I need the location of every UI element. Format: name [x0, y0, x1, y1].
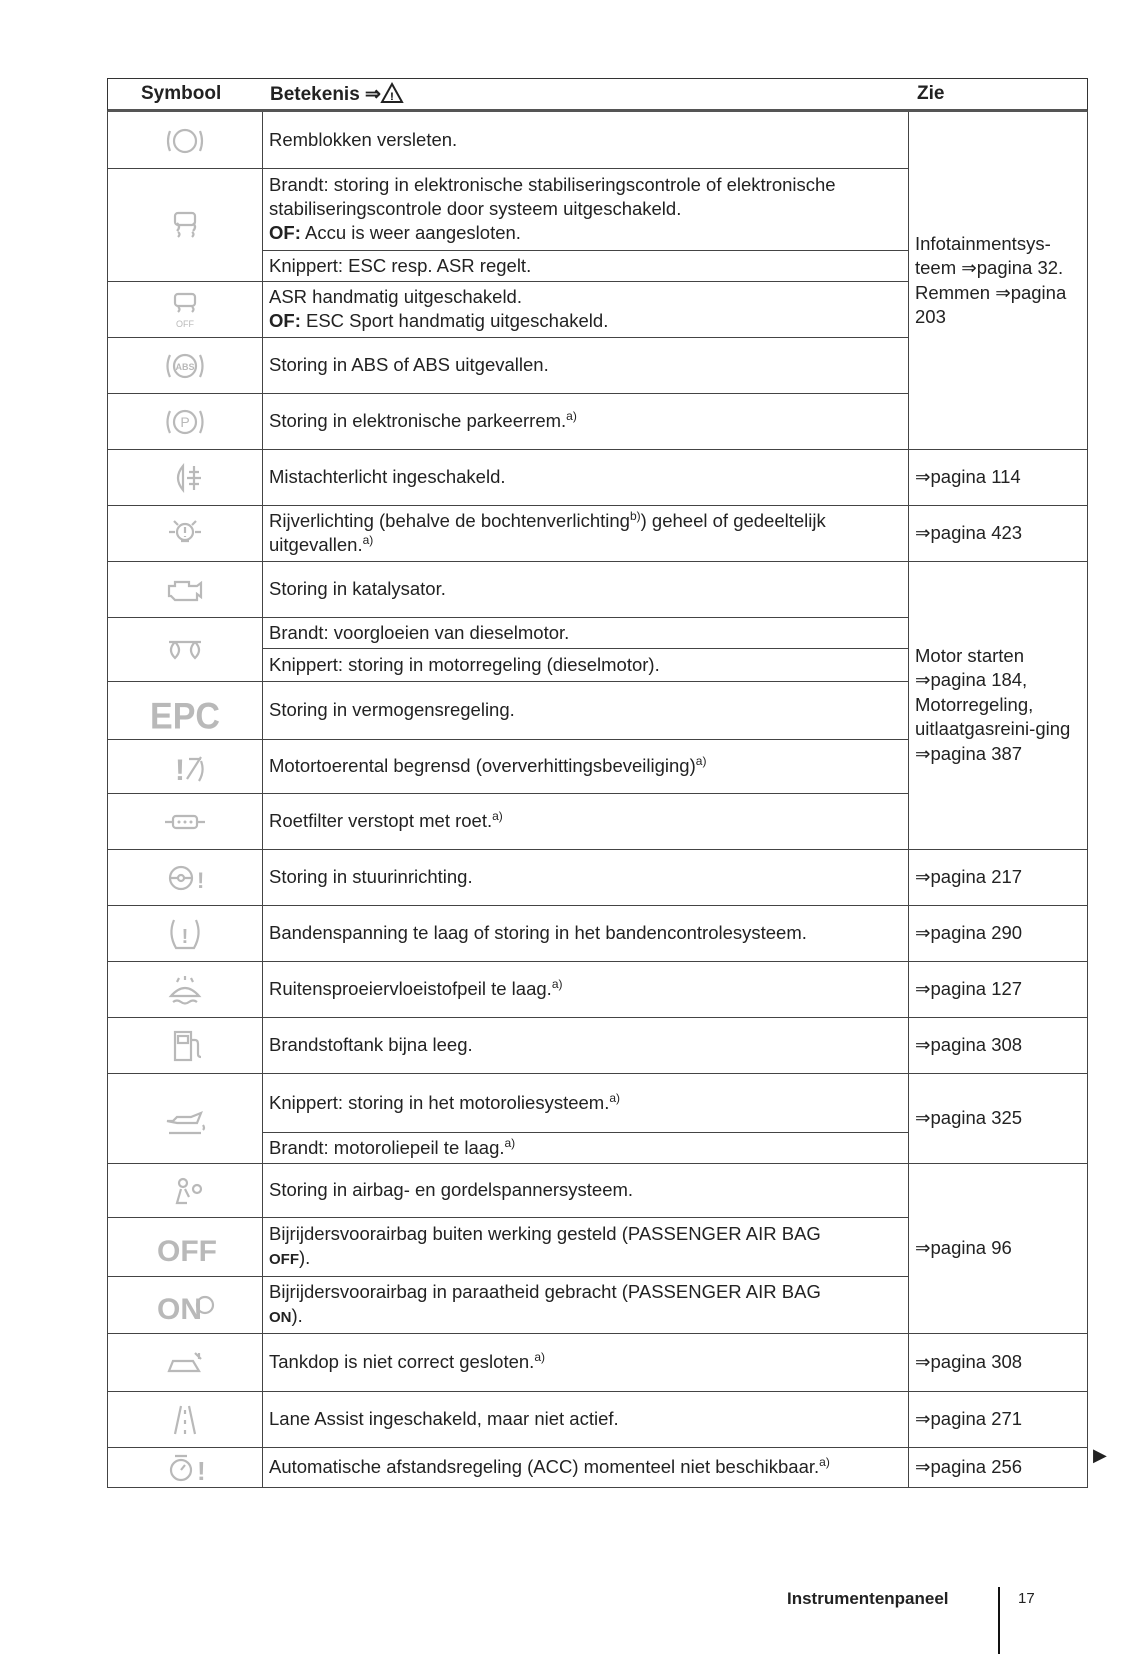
meaning-text — [269, 128, 457, 152]
see-reference — [915, 505, 1085, 561]
meaning-text — [269, 173, 909, 245]
meaning-text — [269, 465, 506, 489]
symbol-cell — [107, 113, 262, 168]
footnote-ref: a) — [362, 532, 374, 547]
symbol-cell — [107, 1164, 262, 1217]
esc-off-icon — [155, 290, 215, 330]
airbag-on-icon — [155, 1285, 215, 1325]
header-betekenis: Betekenis ⇒ ! — [270, 83, 403, 106]
meaning-cell — [269, 505, 909, 561]
meaning-text-part: Bijrijdersvoorairbag buiten werking gesteld (PASSENGER AIR BAG — [269, 1222, 821, 1244]
page-reference: Motor starten ⇒pagina 184, Motorregeling, uitlaatgasreini-ging ⇒pagina 387 — [915, 644, 1071, 764]
meaning-text-part: Bijrijdersvoorairbag in paraatheid gebracht (PASSENGER AIR BAG — [269, 1280, 821, 1302]
symbol-cell — [107, 394, 262, 449]
footnote-ref: a) — [551, 976, 563, 991]
warning-triangle-icon — [381, 83, 403, 103]
meaning-text-part: ). — [291, 1304, 303, 1326]
meaning-text — [269, 809, 503, 833]
meaning-text-part: Mistachterlicht ingeschakeld. — [269, 466, 506, 487]
meaning-cell — [269, 1017, 909, 1073]
meaning-text-part: Knippert: ESC resp. ASR regelt. — [269, 254, 532, 276]
meaning-text-part: Brandstoftank bijna leeg. — [269, 1034, 473, 1055]
meaning-cell — [269, 961, 909, 1017]
oil-icon — [155, 1099, 215, 1139]
symbol-cell — [107, 562, 262, 617]
header-symbool: Symbool — [141, 83, 222, 104]
washer-fluid-icon — [155, 970, 215, 1010]
tyre-pressure-icon — [155, 914, 215, 954]
page-reference: ⇒pagina 96 — [915, 1236, 1012, 1258]
meaning-text-part: Storing in ABS of ABS uitgevallen. — [269, 354, 549, 375]
meaning-text — [269, 1455, 830, 1479]
page-reference: ⇒pagina 290 — [915, 921, 1023, 943]
meaning-text — [269, 1033, 473, 1057]
meaning-text — [269, 1178, 633, 1202]
svg-text:OFF: OFF — [156, 1235, 217, 1268]
meaning-text-part: Storing in stuurinrichting. — [269, 866, 473, 887]
acc-icon — [155, 1448, 215, 1488]
symbol-cell — [107, 450, 262, 505]
footnote-ref: a) — [492, 808, 503, 823]
or-label: OF: — [269, 310, 301, 331]
grid-line — [908, 1487, 1088, 1488]
see-reference — [915, 849, 1085, 905]
meaning-text — [269, 1407, 619, 1431]
meaning-cell — [269, 1217, 909, 1276]
meaning-text — [269, 921, 807, 945]
meaning-text-part: Brandt: storing in elektronische stabiliseringscontrole of elektronische stabiliseringscontrole door systeem uitgeschakeld. — [269, 174, 836, 219]
see-reference — [915, 1333, 1085, 1391]
symbol-cell — [107, 1448, 262, 1487]
meaning-text-part: Tankdop is niet correct gesloten. — [269, 1351, 535, 1372]
svg-text:!: ! — [181, 925, 188, 948]
meaning-cell — [269, 739, 909, 793]
page-reference: ⇒pagina 271 — [915, 1407, 1023, 1429]
symbol-cell — [107, 740, 262, 793]
meaning-text-part: Lane Assist ingeschakeld, maar niet actief. — [269, 1408, 619, 1429]
meaning-cell — [269, 1163, 909, 1217]
svg-text:ABS: ABS — [174, 361, 195, 372]
page-reference: ⇒pagina 423 — [915, 521, 1023, 543]
meaning-text-part: Storing in airbag- en gordelspannersysteem. — [269, 1179, 634, 1200]
meaning-text-part: Bandenspanning te laag of storing in het bandencontrolesysteem. — [269, 922, 807, 943]
footer-title: Instrumentenpaneel — [787, 1589, 949, 1608]
see-reference — [915, 561, 1085, 849]
symbol-cell — [107, 282, 262, 337]
meaning-cell — [269, 1276, 909, 1333]
svg-text:!: ! — [390, 91, 394, 103]
svg-text:!: ! — [174, 753, 185, 787]
meaning-cell — [269, 849, 909, 905]
meaning-text-part: ASR handmatig uitgeschakeld. — [269, 286, 522, 307]
meaning-cell — [269, 561, 909, 617]
meaning-text — [269, 1222, 821, 1272]
svg-text:EPC: EPC — [149, 694, 220, 737]
glow-plug-icon — [155, 630, 215, 670]
page-reference: ⇒pagina 127 — [915, 977, 1023, 999]
table-header — [107, 78, 1088, 112]
meaning-text — [269, 698, 515, 722]
meaning-cell — [269, 1447, 909, 1487]
symbol-cell — [107, 794, 262, 849]
see-reference — [915, 1163, 1085, 1333]
footer-divider — [998, 1587, 1000, 1654]
meaning-text-part: Accu is weer aangesloten. — [300, 222, 521, 243]
meaning-text-part: Rijverlichting (behalve de bochtenverlichting — [269, 510, 630, 531]
meaning-text — [269, 1091, 620, 1115]
svg-text:!: ! — [196, 867, 204, 893]
meaning-text — [269, 254, 531, 278]
page-reference: ⇒pagina 308 — [915, 1350, 1023, 1372]
symbol-cell — [107, 1018, 262, 1073]
page-reference: ⇒pagina 217 — [915, 865, 1023, 887]
meaning-cell — [269, 1132, 909, 1163]
meaning-text — [269, 621, 569, 645]
meaning-cell — [269, 393, 909, 449]
footnote-ref: a) — [504, 1135, 516, 1150]
footnote-ref: a) — [566, 408, 577, 423]
see-reference — [915, 905, 1085, 961]
meaning-cell — [269, 793, 909, 849]
engine-icon — [155, 570, 215, 610]
meaning-cell — [269, 250, 909, 281]
meaning-text — [269, 285, 608, 333]
meaning-text-part: Motortoerental begrensd (oververhittingsbeveiliging) — [269, 755, 696, 776]
continue-arrow: ▶ — [1093, 1445, 1107, 1465]
meaning-text — [269, 509, 909, 557]
symbol-cell — [107, 1218, 262, 1276]
meaning-cell — [269, 168, 909, 250]
meaning-cell — [269, 905, 909, 961]
see-reference — [915, 1391, 1085, 1447]
meaning-cell — [269, 1333, 909, 1391]
meaning-cell — [269, 112, 909, 168]
meaning-text-part: Brandt: voorgloeien van dieselmotor. — [269, 621, 570, 643]
meaning-text — [269, 1136, 515, 1160]
symbol-cell — [107, 506, 262, 561]
fuel-icon — [155, 1026, 215, 1066]
parking-brake-icon — [155, 402, 215, 442]
meaning-text — [269, 1280, 821, 1330]
meaning-cell — [269, 617, 909, 648]
particle-filter-icon — [155, 802, 215, 842]
symbol-cell — [107, 850, 262, 905]
symbol-cell — [107, 682, 262, 739]
page-reference: ⇒pagina 256 — [915, 1455, 1023, 1477]
page-reference: ⇒pagina 114 — [915, 465, 1021, 487]
rear-fog-light-icon — [155, 458, 215, 498]
lane-assist-icon — [155, 1400, 215, 1440]
meaning-text-part: Brandt: motoroliepeil te laag. — [269, 1136, 505, 1158]
passenger-airbag-status: ON — [269, 1308, 292, 1326]
footnote-ref: a) — [819, 1454, 830, 1469]
header-zie: Zie — [917, 83, 945, 104]
svg-text:!: ! — [196, 1455, 206, 1486]
meaning-text — [269, 977, 562, 1001]
bulb-failure-icon — [155, 514, 215, 554]
meaning-cell — [269, 449, 909, 505]
meaning-cell — [269, 648, 909, 681]
see-reference — [915, 1447, 1085, 1487]
meaning-cell — [269, 1073, 909, 1132]
see-reference — [915, 1073, 1085, 1163]
meaning-text-part: ) geheel of gedeeltelijk uitgevallen. — [269, 510, 826, 555]
meaning-text-part: Ruitensproeiervloeistofpeil te laag. — [269, 978, 552, 999]
or-label: OF: — [269, 222, 301, 243]
meaning-text — [269, 577, 446, 601]
meaning-text — [269, 353, 549, 377]
meaning-text — [269, 865, 473, 889]
meaning-cell — [269, 281, 909, 337]
meaning-cell — [269, 337, 909, 393]
fuel-cap-icon — [155, 1343, 215, 1383]
brake-pad-icon — [155, 121, 215, 161]
symbol-cell — [107, 169, 262, 281]
steering-icon — [155, 858, 215, 898]
svg-text:OFF: OFF — [175, 318, 194, 329]
meaning-text — [269, 754, 706, 778]
grid-line — [262, 112, 263, 1487]
symbol-cell — [107, 1277, 262, 1333]
meaning-text-part: Storing in elektronische parkeerrem. — [269, 410, 567, 431]
symbol-cell — [107, 906, 262, 961]
svg-text:ON: ON — [156, 1293, 202, 1326]
meaning-text-part: Automatische afstandsregeling (ACC) momenteel niet beschikbaar. — [269, 1456, 820, 1477]
page-reference: ⇒pagina 325 — [915, 1106, 1023, 1128]
symbol-cell — [107, 962, 262, 1017]
see-reference — [915, 112, 1085, 449]
page-number: 17 — [1018, 1590, 1035, 1607]
meaning-text-part: Roetfilter verstopt met roet. — [269, 810, 493, 831]
meaning-text-part: Remblokken versleten. — [269, 129, 458, 150]
grid-line — [1087, 112, 1088, 1487]
esc-icon — [155, 205, 215, 245]
meaning-text-part: Knippert: storing in motorregeling (dieselmotor). — [269, 653, 660, 675]
meaning-cell — [269, 1391, 909, 1447]
passenger-airbag-status: OFF — [269, 1250, 299, 1268]
see-reference — [915, 1017, 1085, 1073]
see-reference — [915, 961, 1085, 1017]
footnote-ref: a) — [534, 1349, 545, 1364]
epc-icon — [149, 691, 220, 737]
meaning-text — [269, 653, 660, 677]
page-reference: Infotainmentsys-teem ⇒pagina 32. Remmen ⇒pagina 203 — [915, 232, 1067, 327]
footnote-ref: b) — [629, 508, 641, 523]
page-reference: ⇒pagina 308 — [915, 1033, 1023, 1055]
rpm-limit-icon — [155, 747, 215, 787]
meaning-text — [269, 1350, 545, 1374]
symbol-cell — [107, 1334, 262, 1391]
meaning-cell — [269, 681, 909, 739]
meaning-text — [269, 409, 577, 433]
symbol-cell — [107, 1074, 262, 1163]
meaning-text-part: Storing in vermogensregeling. — [269, 699, 515, 720]
svg-text:P: P — [179, 413, 190, 430]
footnote-ref: a) — [609, 1090, 621, 1105]
abs-icon — [155, 346, 215, 386]
meaning-text-part: Storing in katalysator. — [269, 578, 446, 599]
meaning-text-part: ESC Sport handmatig uitgeschakeld. — [300, 310, 609, 331]
symbol-cell — [107, 1392, 262, 1447]
meaning-text-part: ). — [299, 1246, 311, 1268]
airbag-icon — [155, 1171, 215, 1211]
footnote-ref: a) — [695, 753, 707, 768]
symbol-cell — [107, 618, 262, 681]
airbag-off-icon — [155, 1227, 215, 1267]
meaning-text-part: Knippert: storing in het motoroliesysteem. — [269, 1091, 610, 1113]
symbol-cell — [107, 338, 262, 393]
see-reference — [915, 449, 1085, 505]
